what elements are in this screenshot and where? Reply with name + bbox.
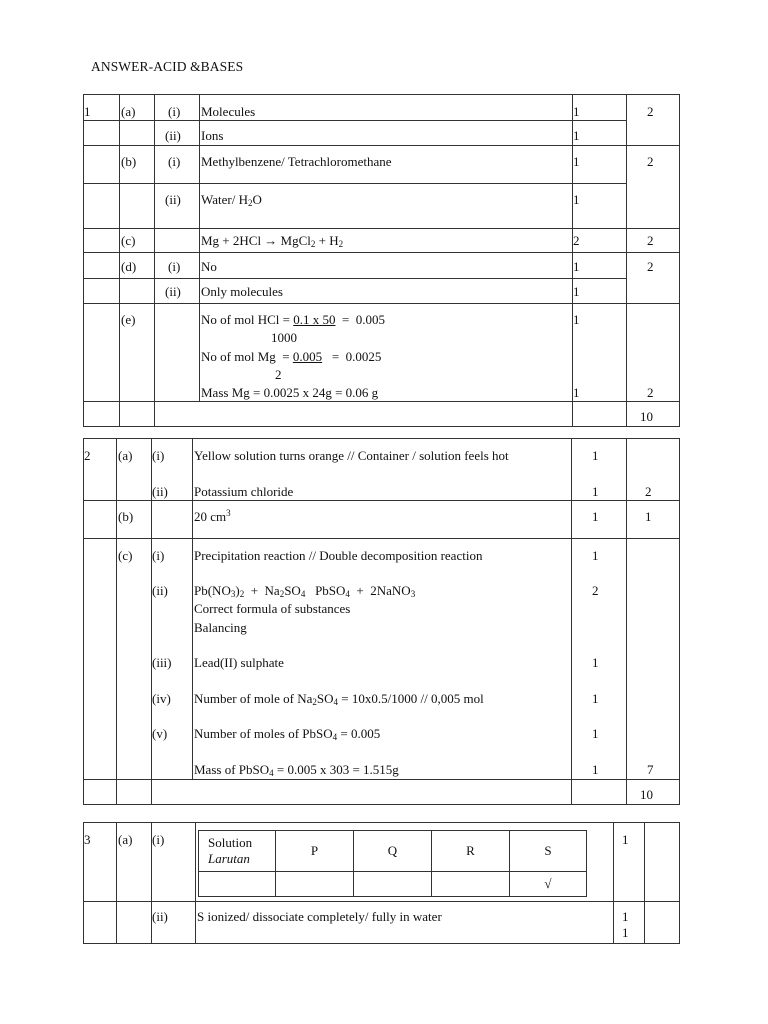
q2c-vi-mark: 1 — [592, 762, 599, 777]
q1d-i-mark: 1 — [573, 259, 580, 274]
q1a-i-mark: 1 — [573, 104, 580, 119]
q2a-ii-label: (ii) — [152, 484, 168, 499]
q1-total: 10 — [640, 409, 653, 424]
q2c-iii-mark: 1 — [592, 655, 599, 670]
q3-number: 3 — [84, 832, 91, 847]
q1b-sum: 2 — [647, 154, 654, 169]
q2c-label: (c) — [118, 548, 133, 563]
q2b-sum: 1 — [645, 509, 652, 524]
q2c-sum: 7 — [647, 762, 654, 777]
q1b-i-mark: 1 — [573, 154, 580, 169]
q1e-line2-denominator: 2 — [275, 367, 282, 382]
q1e-line2: No of mol Mg = 0.005 = 0.0025 — [201, 349, 382, 364]
q2a-ii-text: Potassium chloride — [194, 484, 294, 499]
q1a-sum: 2 — [647, 104, 654, 119]
q2c-i-mark: 1 — [592, 548, 599, 563]
solution-header: Solution Larutan — [199, 831, 276, 872]
col-r: R — [432, 831, 510, 872]
q2c-vi-text: Mass of PbSO$_4$ = 0.005 x 303 = 1.515g — [194, 762, 399, 778]
q2c-v-label: (v) — [152, 726, 168, 741]
q1c-sum: 2 — [647, 233, 654, 248]
q3a-label: (a) — [118, 832, 133, 847]
col-s: S — [510, 831, 587, 872]
q1b-ii-label: (ii) — [165, 192, 181, 207]
q1c-mark: 2 — [573, 233, 580, 248]
q1d-i-text: No — [201, 259, 217, 274]
q1e-label: (e) — [121, 312, 136, 327]
q1d-label: (d) — [121, 259, 137, 274]
q2a-ii-mark: 1 — [592, 484, 599, 499]
q3-table — [83, 822, 680, 944]
q2-number: 2 — [84, 448, 91, 463]
q2c-ii-mark: 2 — [592, 583, 599, 598]
q2a-label: (a) — [118, 448, 133, 463]
tick-s: √ — [510, 872, 587, 897]
q2a-sum: 2 — [645, 484, 652, 499]
q2c-i-text: Precipitation reaction // Double decomposition reaction — [194, 548, 483, 563]
q3a-ii-text: S ionized/ dissociate completely/ fully in water — [197, 909, 442, 924]
q1e-mark1: 1 — [573, 312, 580, 327]
q1a-i-text: Molecules — [201, 104, 256, 119]
q2c-ii-line2: Correct formula of substances — [194, 601, 351, 616]
q1b-label: (b) — [121, 154, 137, 169]
q3a-i-label: (i) — [152, 832, 165, 847]
q1a-ii-mark: 1 — [573, 128, 580, 143]
q2a-i-label: (i) — [152, 448, 165, 463]
q2b-label: (b) — [118, 509, 134, 524]
q3a-ii-mark2: 1 — [622, 925, 629, 940]
q2c-iii-label: (iii) — [152, 655, 172, 670]
q2c-v-text: Number of moles of PbSO$_4$ = 0.005 — [194, 726, 381, 742]
col-q: Q — [354, 831, 432, 872]
solution-table — [198, 830, 587, 897]
q1b-ii-mark: 1 — [573, 192, 580, 207]
q1e-line1-denominator: 1000 — [271, 330, 297, 345]
q2c-ii-line3: Balancing — [194, 620, 247, 635]
q1e-mark2: 1 — [573, 385, 580, 400]
q3a-ii-label: (ii) — [152, 909, 168, 924]
q2b-mark: 1 — [592, 509, 599, 524]
col-p: P — [276, 831, 354, 872]
q1d-i-label: (i) — [168, 259, 181, 274]
q2c-iv-mark: 1 — [592, 691, 599, 706]
q1e-line3: Mass Mg = 0.0025 x 24g = 0.06 g — [201, 385, 379, 400]
q1a-ii-text: Ions — [201, 128, 224, 143]
q1b-i-text: Methylbenzene/ Tetrachloromethane — [201, 154, 392, 169]
q3a-i-mark: 1 — [622, 832, 629, 847]
q2c-i-label: (i) — [152, 548, 165, 563]
q2b-text: 20 $cm^3$ — [194, 508, 231, 524]
q1e-sum: 2 — [647, 385, 654, 400]
q2-table — [83, 438, 680, 805]
q1b-ii-text: Water/ $H_2O$ — [201, 192, 262, 208]
q1d-ii-label: (ii) — [165, 284, 181, 299]
q1-table — [83, 94, 680, 427]
q2a-i-text: Yellow solution turns orange // Container / solution feels hot — [194, 448, 509, 463]
q2c-iii-text: Lead(II) sulphate — [194, 655, 284, 670]
q1d-sum: 2 — [647, 259, 654, 274]
q1a-ii-label: (ii) — [165, 128, 181, 143]
q2c-v-mark: 1 — [592, 726, 599, 741]
q1c-equation: Mg + 2HCl → MgCl$_2$ + $H_2$ — [201, 233, 344, 249]
q2a-i-mark: 1 — [592, 448, 599, 463]
q2c-iv-text: Number of mole of $Na_2SO_4 = 10x0.5/1000 // 0,005$ mol — [194, 691, 484, 707]
q2c-ii-equation: $Pb(NO_3)_2 + Na_2SO_4$ PbSO$_4$ + 2NaNO$_3$ — [194, 583, 416, 599]
q1a-label: (a) — [121, 104, 136, 119]
q2c-ii-label: (ii) — [152, 583, 168, 598]
q1d-ii-mark: 1 — [573, 284, 580, 299]
q2c-iv-label: (iv) — [152, 691, 171, 706]
q1d-ii-text: Only molecules — [201, 284, 283, 299]
q3a-ii-mark1: 1 — [622, 909, 629, 924]
page-title: ANSWER-ACID &BASES — [91, 59, 244, 74]
q1e-line1: No of mol HCl = 0.1 x 50 = 0.005 — [201, 312, 386, 327]
q1a-i-label: (i) — [168, 104, 181, 119]
q2-total: 10 — [640, 787, 653, 802]
q1-number: 1 — [84, 95, 120, 121]
q1c-label: (c) — [121, 233, 136, 248]
q1b-i-label: (i) — [168, 154, 181, 169]
